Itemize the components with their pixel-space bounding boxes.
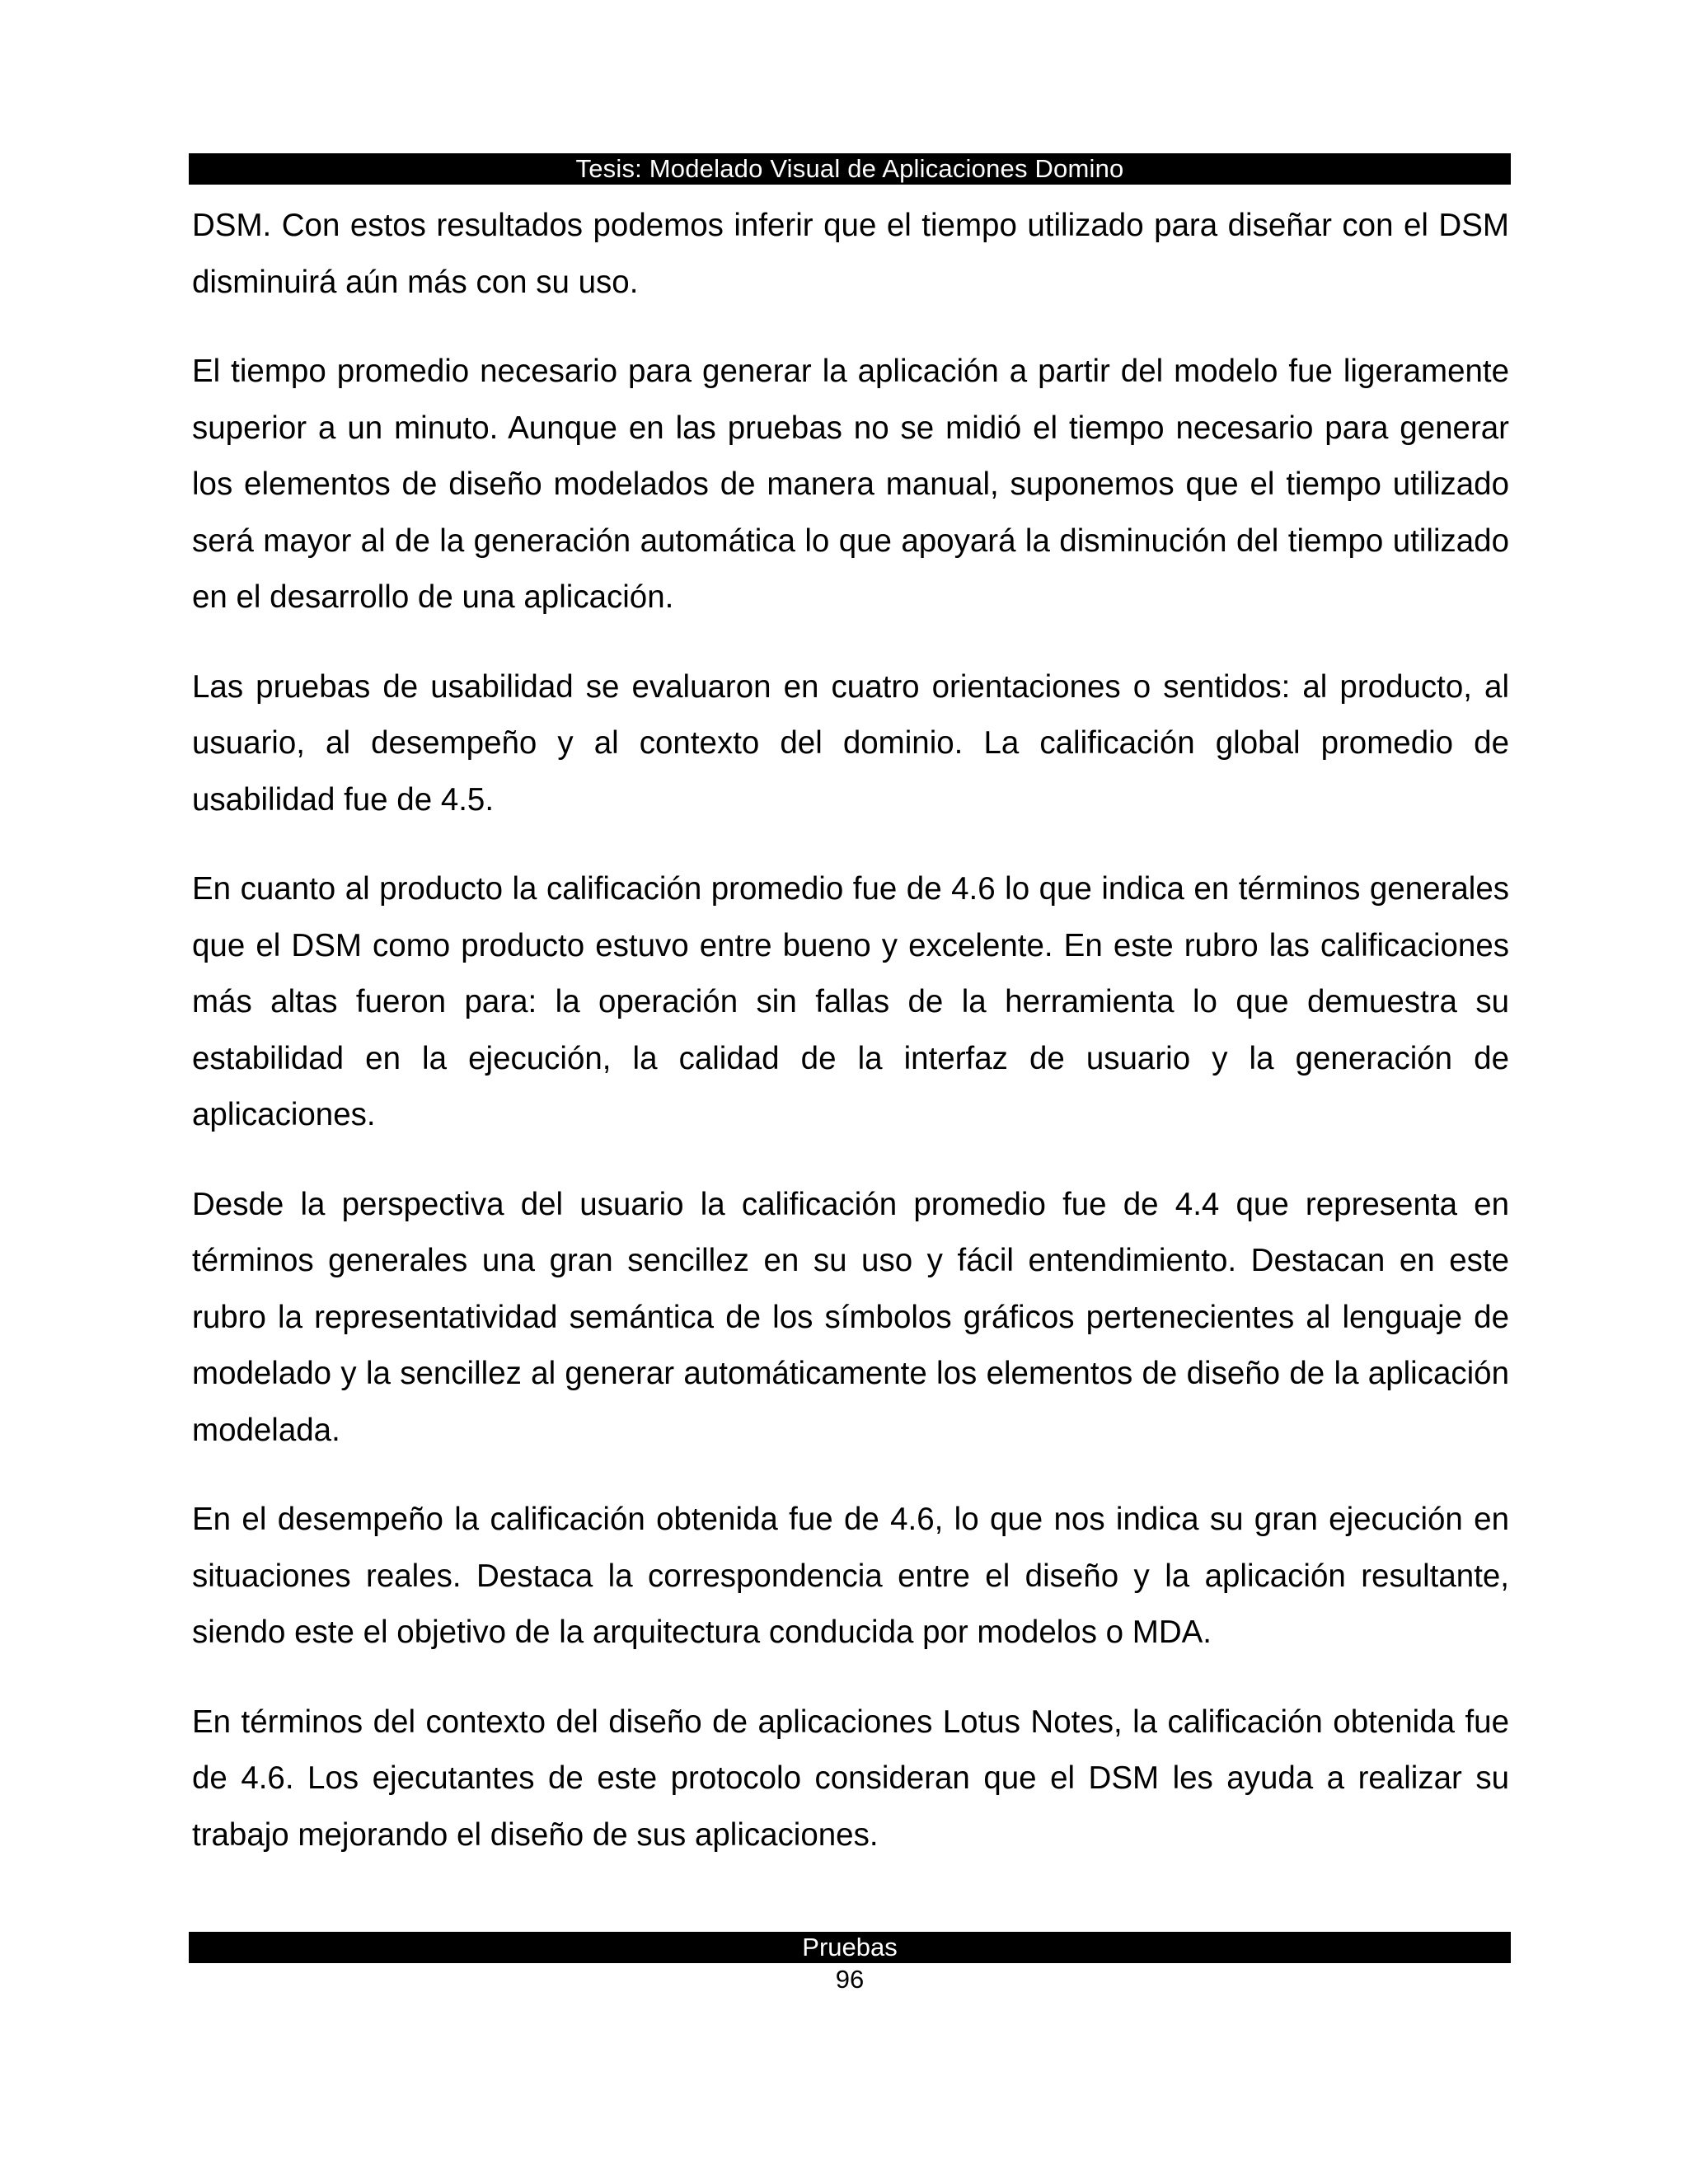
paragraph: En cuanto al producto la calificación promedio fue de 4.6 lo que indica en términos generales que el DSM como producto estuvo entre bueno y excelente. En este rubro las calificaciones más altas fueron para: la operación sin fallas de la herramienta lo que demuestra su estabilidad en la ejecución, la calidad de la interfaz de usuario y la generación de aplicaciones. (192, 871, 1509, 1132)
page-footer (189, 1932, 1511, 1963)
paragraph: DSM. Con estos resultados podemos inferir que el tiempo utilizado para diseñar con el DSM disminuirá aún más con su uso. (192, 208, 1509, 300)
footer-section-title: Pruebas (802, 1933, 898, 1961)
paragraph: En términos del contexto del diseño de aplicaciones Lotus Notes, la calificación obtenida fue de 4.6. Los ejecutantes de este protocolo consideran que el DSM les ayuda a realizar su trabajo mejorando el diseño de sus aplicaciones. (192, 1704, 1509, 1853)
paragraph: Desde la perspectiva del usuario la calificación promedio fue de 4.4 que representa en términos generales una gran sencillez en su uso y fácil entendimiento. Destacan en este rubro la representatividad semántica de los símbolos gráficos pertenecientes al lenguaje de modelado y la sencillez al generar automáticamente los elementos de diseño de la aplicación modelada. (192, 1186, 1509, 1448)
header-title: Tesis: Modelado Visual de Aplicaciones Domino (575, 154, 1124, 183)
page-header (189, 153, 1511, 185)
paragraph: El tiempo promedio necesario para generar la aplicación a partir del modelo fue ligeramente superior a un minuto. Aunque en las pruebas no se midió el tiempo necesario para generar los elementos de diseño modelados de manera manual, suponemos que el tiempo utilizado será mayor al de la generación automática lo que apoyará la disminución del tiempo utilizado en el desarrollo de una aplicación. (192, 354, 1509, 615)
paragraph: En el desempeño la calificación obtenida fue de 4.6, lo que nos indica su gran ejecución en situaciones reales. Destaca la correspondencia entre el diseño y la aplicación resultante, siendo este el objetivo de la arquitectura conducida por modelos o MDA. (192, 1502, 1509, 1650)
body-text (192, 198, 1509, 1896)
page-number: 96 (835, 1965, 865, 1994)
paragraph: Las pruebas de usabilidad se evaluaron en cuatro orientaciones o sentidos: al producto, al usuario, al desempeño y al contexto del dominio. La calificación global promedio de usabilidad fue de 4.5. (192, 668, 1509, 818)
